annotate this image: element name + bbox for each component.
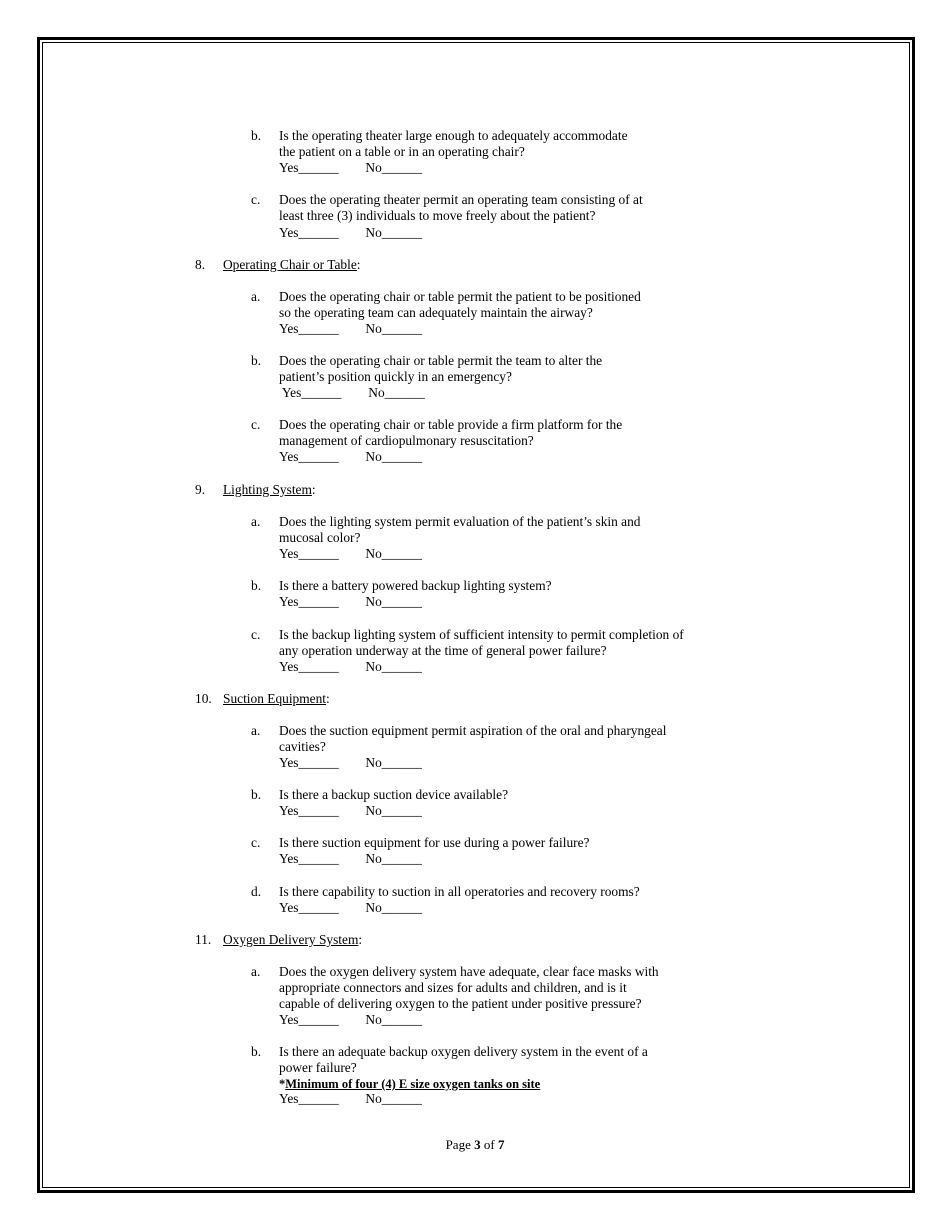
section-number: 10. — [195, 691, 212, 706]
item-letter: a. — [251, 289, 261, 304]
item-letter: b. — [251, 578, 262, 593]
section-title: Operating Chair or Table — [223, 257, 357, 272]
item-letter: a. — [251, 514, 261, 529]
section-number: 8. — [195, 257, 206, 272]
answer-blanks[interactable]: Yes______ No______ — [279, 1012, 422, 1027]
answer-blanks[interactable]: Yes______ No______ — [279, 851, 422, 866]
question-text: Does the operating chair or table permit the patient to be positioned — [279, 289, 641, 304]
question-text: Does the lighting system permit evaluation of the patient’s skin and — [279, 514, 641, 529]
section-number: 11. — [195, 932, 212, 947]
item-letter: d. — [251, 884, 262, 899]
answer-blanks[interactable]: Yes______ No______ — [279, 659, 422, 674]
page-number: 3 — [474, 1137, 481, 1152]
of-label: of — [480, 1137, 498, 1152]
question-text: Is there an adequate backup oxygen delivery system in the event of a — [279, 1044, 648, 1059]
item-letter: c. — [251, 627, 261, 642]
answer-blanks[interactable]: Yes______ No______ — [279, 803, 422, 818]
section-number: 9. — [195, 482, 206, 497]
note-star: * — [279, 1077, 286, 1091]
question-text: least three (3) individuals to move freely about the patient? — [279, 208, 596, 223]
section-title: Lighting System — [223, 482, 312, 497]
answer-blanks[interactable]: Yes______ No______ — [279, 900, 422, 915]
item-letter: b. — [251, 1044, 262, 1059]
question-text: any operation underway at the time of general power failure? — [279, 643, 607, 658]
note-text: Minimum of four (4) E size oxygen tanks on site — [285, 1077, 541, 1091]
page-label: Page — [445, 1137, 475, 1152]
answer-blanks[interactable]: Yes______ No______ — [279, 1091, 422, 1106]
question-text: Is there suction equipment for use during a power failure? — [279, 835, 590, 850]
item-letter: b. — [251, 787, 262, 802]
item-letter: c. — [251, 417, 261, 432]
page-total: 7 — [497, 1137, 505, 1152]
question-text: patient’s position quickly in an emergency? — [279, 369, 512, 384]
question-text: Is there a backup suction device available? — [279, 787, 509, 802]
question-text: so the operating team can adequately maintain the airway? — [279, 305, 593, 320]
answer-blanks[interactable]: Yes______ No______ — [279, 755, 422, 770]
question-text: capable of delivering oxygen to the patient under positive pressure? — [279, 996, 642, 1011]
question-text: Is there a battery powered backup lighting system? — [279, 578, 552, 593]
question-text: Does the suction equipment permit aspiration of the oral and pharyngeal — [279, 723, 667, 738]
answer-blanks[interactable]: Yes______ No______ — [279, 385, 425, 400]
question-text: power failure? — [279, 1060, 357, 1075]
question-text: Is the operating theater large enough to adequately accommodate — [279, 128, 628, 143]
question-text: Does the operating chair or table permit the team to alter the — [279, 353, 603, 368]
answer-blanks[interactable]: Yes______ No______ — [279, 546, 422, 561]
question-text: cavities? — [279, 739, 326, 754]
item-letter: c. — [251, 192, 261, 207]
question-text: the patient on a table or in an operating chair? — [279, 144, 525, 159]
item-letter: c. — [251, 835, 261, 850]
question-text: Does the operating theater permit an operating team consisting of at — [279, 192, 643, 207]
question-text: Is the backup lighting system of sufficient intensity to permit completion of — [279, 627, 684, 642]
answer-blanks[interactable]: Yes______ No______ — [279, 321, 422, 336]
item-letter: a. — [251, 964, 261, 979]
question-text: Is there capability to suction in all operatories and recovery rooms? — [279, 884, 640, 899]
question-text: appropriate connectors and sizes for adults and children, and is it — [279, 980, 627, 995]
item-letter: b. — [251, 128, 262, 143]
item-letter: b. — [251, 353, 262, 368]
question-text: Does the oxygen delivery system have adequate, clear face masks with — [279, 964, 659, 979]
answer-blanks[interactable]: Yes______ No______ — [279, 225, 422, 240]
section-title: Suction Equipment — [223, 691, 327, 706]
section-title: Oxygen Delivery System — [223, 932, 359, 947]
answer-blanks[interactable]: Yes______ No______ — [279, 594, 422, 609]
section-heading: Oxygen Delivery System: — [223, 932, 363, 947]
section-heading: Suction Equipment: — [223, 691, 330, 706]
requirement-note — [279, 1076, 540, 1092]
item-letter: a. — [251, 723, 261, 738]
question-text: mucosal color? — [279, 530, 361, 545]
section-heading: Operating Chair or Table: — [223, 257, 361, 272]
question-text: Does the operating chair or table provide a firm platform for the — [279, 417, 623, 432]
answer-blanks[interactable]: Yes______ No______ — [279, 449, 422, 464]
section-heading: Lighting System: — [223, 482, 316, 497]
page-footer — [0, 1137, 950, 1153]
answer-blanks[interactable]: Yes______ No______ — [279, 160, 422, 175]
question-text: management of cardiopulmonary resuscitation? — [279, 433, 534, 448]
